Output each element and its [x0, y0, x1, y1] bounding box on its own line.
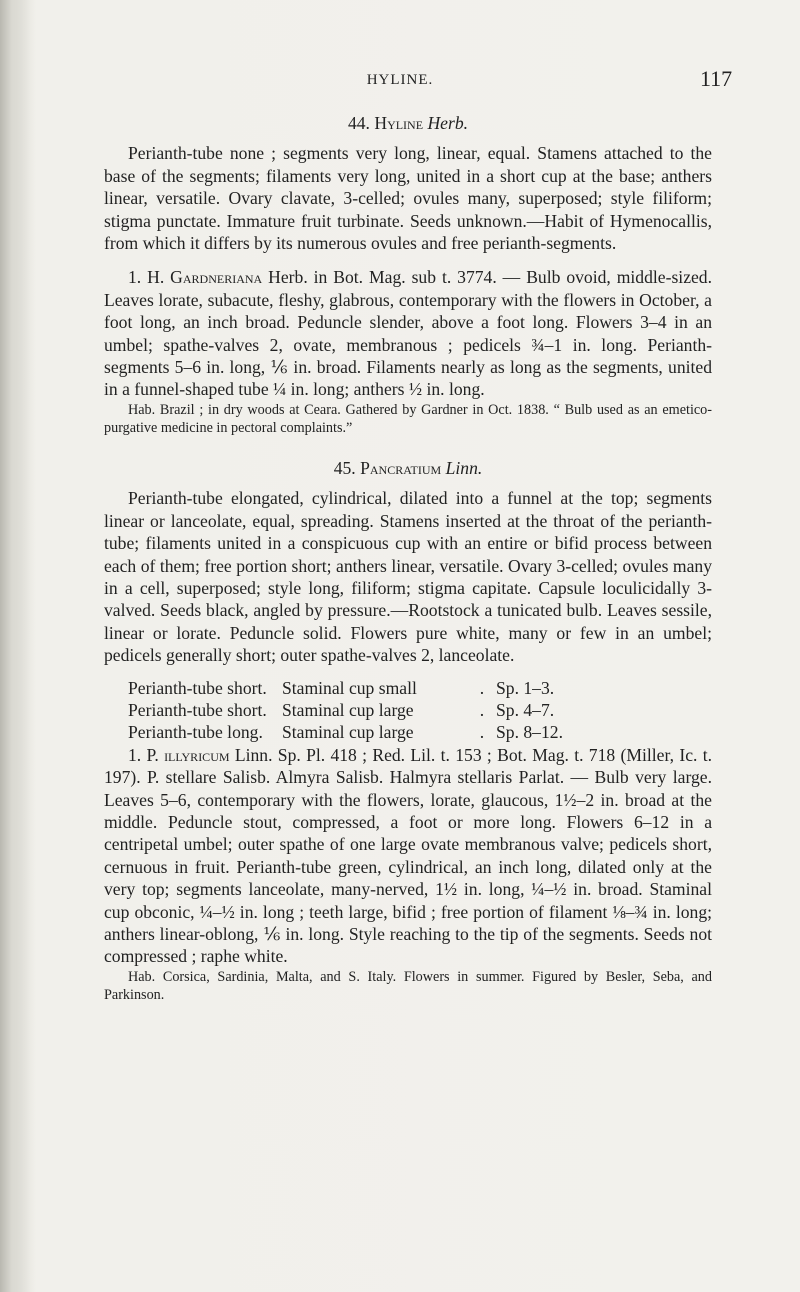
page-body — [104, 104, 712, 1004]
genus-description: Perianth-tube elongated, cylindrical, dilated into a funnel at the top; segments linear or lanceolate, equal, spreading. Stamens inserted at the throat of the perianth-tube; filaments united in a conspicuous cup with an entire or bifid process between each of them; free portion short; anthers linear, versatile. Ovary 3-celled; ovules many in a cell, superposed; style long, filiform; stigma capitate. Capsule loculicidally 3-valved. Seeds black, angled by pressure.—Rootstock a tunicated bulb. Leaves sessile, linear or lorate. Peduncle solid. Flowers pure white, many or few in an umbel; pedicels generally short; outer spathe-valves 2, lanceolate. — [104, 488, 712, 666]
genus-name: Pancratium — [360, 457, 442, 478]
key-tube: Perianth-tube short. — [128, 677, 267, 698]
genus-heading-hyline — [104, 112, 712, 134]
species-epithet: Gardneriana — [170, 267, 263, 288]
key-leader: . — [479, 677, 485, 698]
species-text: Linn. Sp. Pl. 418 ; Red. Lil. t. 153 ; Bot. Mag. t. 718 (Miller, Ic. t. 197). P. stellare Salisb. Almyra Salisb. Halmyra stellaris Parlat. — Bulb very large. Leaves 5–6, contemporary with the flowers, lorate, glaucous, 1½–2 in. broad at the middle. Peduncle stout, compressed, a foot or more long. Flowers 6–12 in a centripetal umbel; outer spathe of one large ovate membranous valve; pedicels short, cernuous in fruit. Perianth-tube green, cylindrical, an inch long, dilated only at the very top; segments lanceolate, many-nerved, 1½ in. long, ¼–½ in. broad. Staminal cup obconic, ¼–½ in. long ; teeth large, bifid ; free portion of filament ⅛–¾ in. long; anthers linear-oblong, ⅙ in. long. Style reaching to the tip of the segments. Seeds not compressed ; raphe white. — [104, 744, 712, 967]
species-text: Herb. in Bot. Mag. sub t. 3774. — Bulb ovoid, middle-sized. Leaves lorate, subacute, fleshy, glabrous, contemporary with the flowers in October, a foot long, an inch broad. Peduncle slender, above a foot long. Flowers 3–4 in an umbel; spathe-valves 2, ovate, membranous ; pedicels ¾–1 in. long. Perianth-segments 5–6 in. long, ⅙ in. broad. Filaments nearly as long as the segments, united in a funnel-shaped tube ¼ in. long; anthers ½ in. long. — [104, 267, 713, 400]
key-leader: . — [479, 699, 485, 720]
key-cup: Staminal cup large — [282, 722, 414, 743]
key-row — [104, 699, 712, 721]
genus-number: 45. — [333, 457, 356, 478]
species-label: 1. P. — [128, 744, 159, 765]
key-row — [104, 721, 712, 743]
species-entry — [104, 266, 712, 400]
page-header — [0, 66, 800, 98]
key-row — [104, 677, 712, 699]
running-head: HYLINE. — [366, 72, 434, 88]
genus-author: Linn. — [445, 457, 483, 478]
key-species: Sp. 4–7. — [496, 699, 555, 720]
key-tube: Perianth-tube short. — [128, 699, 267, 720]
habitat-note: Hab. Brazil ; in dry woods at Ceara. Gathered by Gardner in Oct. 1838. “ Bulb used as an emetico-purgative medicine in pectoral complaints.” — [104, 401, 712, 436]
genus-heading-pancratium — [104, 457, 712, 479]
genus-description: Perianth-tube none ; segments very long, linear, equal. Stamens attached to the base of the segments; filaments very long, united in a short cup at the base; anthers linear, versatile. Ovary clavate, 3-celled; ovules many, superposed; style filiform; stigma punctate. Immature fruit turbinate. Seeds unknown.—Habit of Hymenocallis, from which it differs by its numerous ovules and free perianth-segments. — [104, 143, 712, 254]
genus-number: 44. — [347, 113, 370, 133]
page-binding-shadow — [0, 0, 36, 1292]
page-number: 117 — [700, 66, 733, 91]
key-leader: . — [479, 722, 485, 743]
key-cup: Staminal cup large — [282, 699, 414, 720]
key-tube: Perianth-tube long. — [128, 722, 263, 743]
habitat-note: Hab. Corsica, Sardinia, Malta, and S. Italy. Flowers in summer. Figured by Besler, Seba, and Parkinson. — [104, 968, 712, 1003]
species-label: 1. H. — [128, 267, 165, 288]
key-species: Sp. 1–3. — [496, 677, 555, 698]
species-key — [104, 677, 712, 744]
key-species: Sp. 8–12. — [496, 722, 563, 743]
species-entry — [104, 744, 712, 968]
species-epithet: illyricum — [164, 744, 230, 765]
genus-author: Herb. — [427, 113, 469, 133]
genus-name: Hyline — [374, 113, 424, 133]
key-cup: Staminal cup small — [282, 677, 417, 698]
